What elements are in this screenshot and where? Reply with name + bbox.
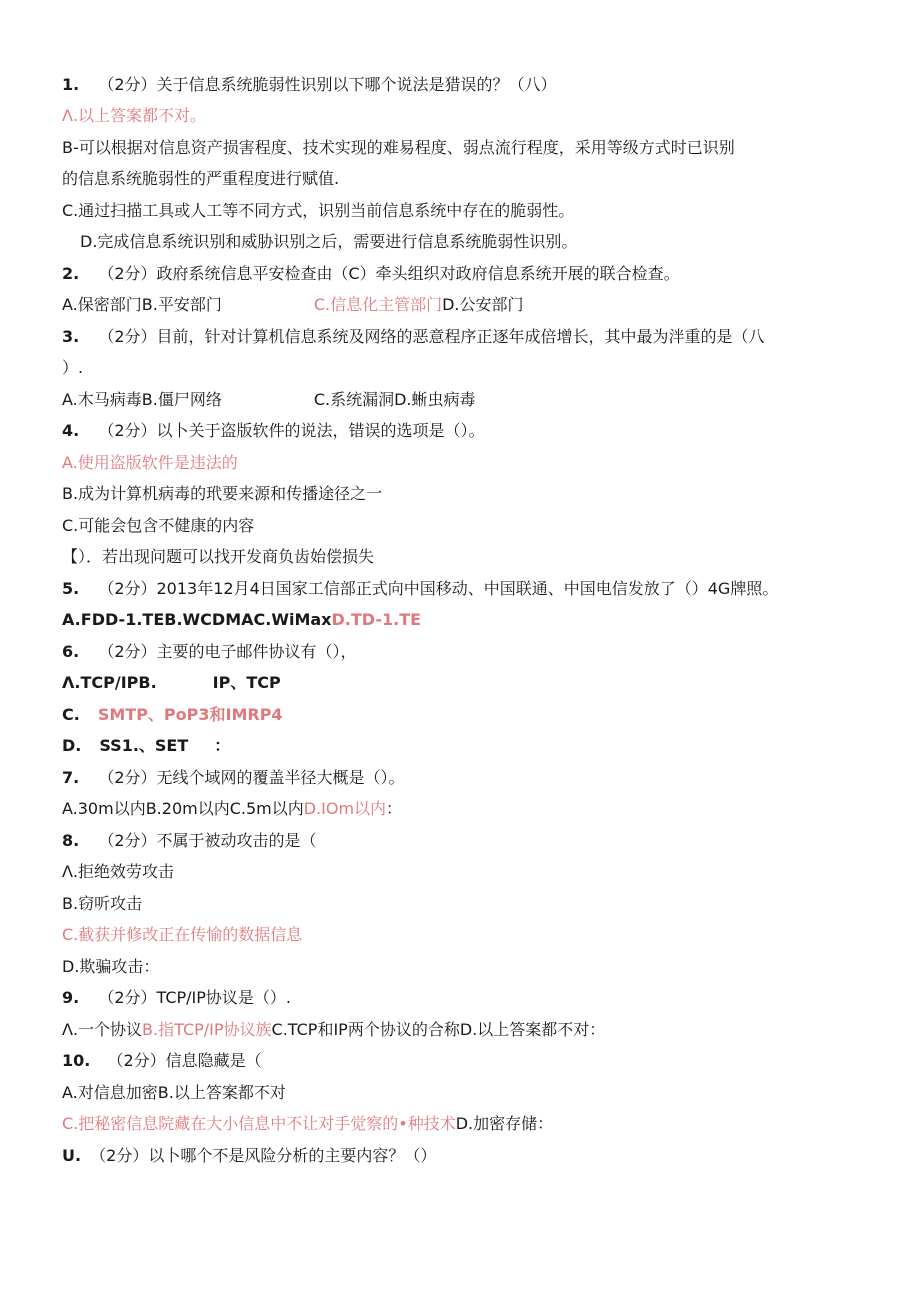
question-10-stem: 10. （2分）信息隐藏是（ [62, 1051, 262, 1070]
question-4-option-d: 【）．若出现问题可以找开发商负齿始偿损失 [62, 547, 375, 566]
question-2-options: A.保密部门B.平安部门 C.信息化主管部门D.公安部门 [62, 295, 524, 314]
question-7-answer: D.IOm以内 [303, 799, 387, 818]
question-8-option-a: Λ.拒绝效劳攻击 [62, 862, 175, 881]
question-6-option-c: C. SMTP、PoP3和IMRP4 [62, 705, 283, 724]
question-1-option-a: Λ.以上答案都不对。 [62, 106, 207, 125]
question-9-answer: B.指TCP/IP协议族 [142, 1020, 272, 1039]
question-6-options-ab: Λ.TCP/IPB. IP、TCP [62, 673, 281, 692]
question-6-answer: SMTP、PoP3和IMRP4 [97, 705, 283, 724]
question-8-stem: 8. （2分）不属于被动攻击的是（ [62, 831, 317, 850]
question-6-option-d: D. SS1.、SET ： [62, 736, 231, 755]
question-5-options: A.FDD-1.TEB.WCDMAC.WiMaxD.TD-1.TE [62, 610, 422, 629]
question-1-stem: 1. （2分）关于信息系统脆弱性识别以下哪个说法是猎误的？（八） [62, 75, 557, 94]
question-8-option-d: D.欺骗攻击： [62, 957, 160, 976]
question-5-answer: D.TD-1.TE [331, 610, 422, 629]
question-4-option-b: B.成为计算机病毒的玳要来源和传播途径之一 [62, 484, 383, 503]
question-7-options: A.30m以内B.20m以内C.5m以内D.IOm以内： [62, 799, 403, 818]
question-4-stem: 4. （2分）以卜关于盗版软件的说法，错误的选项是（）。 [62, 421, 485, 440]
question-6-stem: 6. （2分）主要的电子邮件协议有（）， [62, 642, 357, 661]
question-3-options: A.木马病毒B.僵尸网络 C.系统漏洞D.蜥虫病毒 [62, 390, 476, 409]
question-8-option-c: C.截获并修改正在传愉的数据信息 [62, 925, 303, 944]
question-10-options-cd: C.把秘密信息院藏在大小信息中不让对手觉察的•种技术D.加密存储： [62, 1114, 554, 1133]
question-10-answer: C.把秘密信息院藏在大小信息中不让对手觉察的•种技术 [62, 1114, 456, 1133]
question-2-stem: 2. （2分）政府系统信息平安检查由（C）牵头组织对政府信息系统开展的联合检查。 [62, 264, 680, 283]
question-1-option-c: C.通过扫描工具或人工等不同方式，识别当前信息系统中存在的脆弱性。 [62, 201, 575, 220]
question-3-stem: 3. （2分）目前，针对计算机信息系统及网络的恶意程序正逐年成倍增长，其中最为泮重的是（八 [62, 327, 765, 346]
question-7-stem: 7. （2分）无线个域网的覆盖半径大概是（）。 [62, 768, 405, 787]
question-1-option-d: D.完成信息系统识别和威胁识别之后，需要进行信息系统脆弱性识别。 [80, 232, 578, 251]
question-9-stem: 9. （2分）TCP/IP协议是（）. [62, 988, 291, 1007]
question-10-options-ab: A.对信息加密B.以上答案都不对 [62, 1083, 286, 1102]
question-4-option-c: C.可能会包含不健康的内容 [62, 516, 255, 535]
question-1-option-b: B-可以根据对信息资产损害程度、技术实现的难易程度、弱点流行程度，采用等级方式时已识别 [62, 138, 735, 157]
question-1-option-b-cont: 的信息系统脆弱性的严重程度进行赋值. [62, 169, 340, 188]
question-2-answer: C.信息化主管部门 [313, 295, 443, 314]
question-9-options: Λ.一个协议B.指TCP/IP协议族C.TCP和IP两个协议的合称D.以上答案都不对： [62, 1020, 606, 1039]
question-3-stem-end: ）. [62, 358, 84, 377]
question-11-stem: U. （2分）以卜哪个不是风险分析的主要内容？（） [62, 1146, 437, 1165]
question-5-stem: 5. （2分）2013年12月4日国家工信部正式向中国移动、中国联通、中国电信发放了（）4G牌照。 [62, 579, 779, 598]
question-4-option-a: A.使用盗版软件是违法的 [62, 453, 238, 472]
question-8-option-b: B.窃听攻击 [62, 894, 143, 913]
